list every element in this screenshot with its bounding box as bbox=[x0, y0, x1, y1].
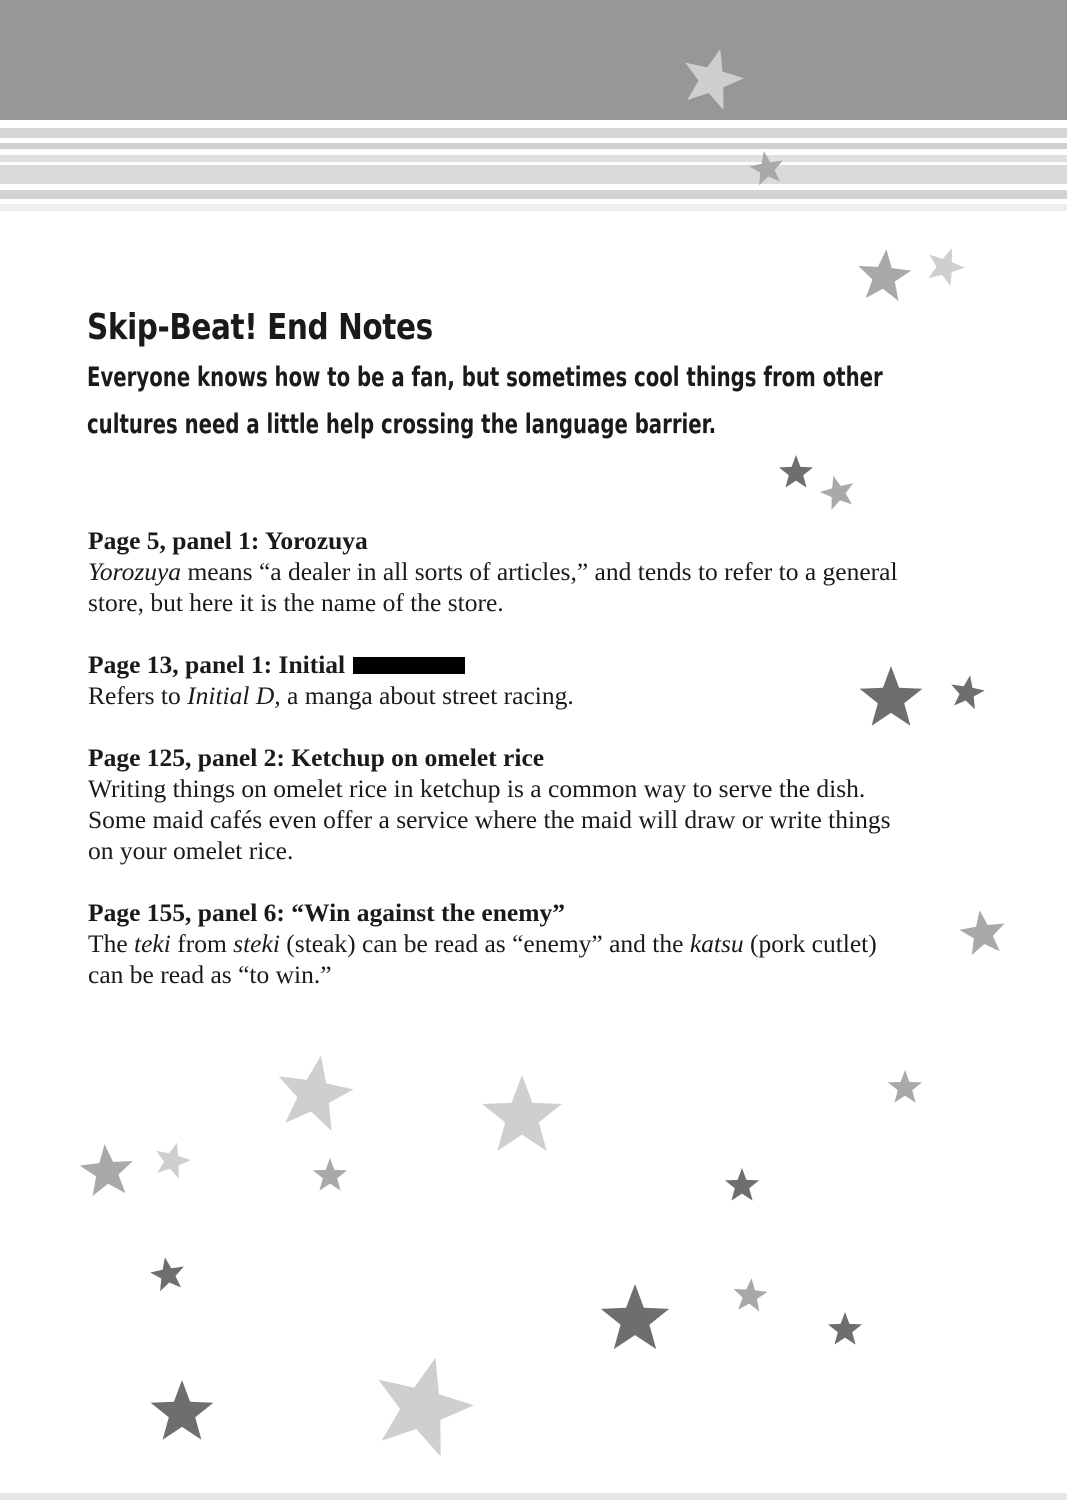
note-text: a manga about street racing. bbox=[280, 681, 574, 710]
star-icon bbox=[149, 1380, 215, 1446]
header-stripe bbox=[0, 204, 1067, 211]
note-text: teki bbox=[134, 929, 171, 958]
star-icon bbox=[730, 1276, 769, 1315]
note-text: Yorozuya bbox=[88, 557, 182, 586]
page-title: Skip-Beat! End Notes bbox=[87, 307, 433, 348]
end-notes-list bbox=[88, 525, 918, 1021]
note-heading bbox=[88, 897, 918, 928]
header-stripe bbox=[0, 155, 1067, 162]
note-heading bbox=[88, 742, 918, 773]
end-note bbox=[88, 897, 918, 990]
note-heading bbox=[88, 649, 918, 680]
star-icon bbox=[919, 241, 970, 292]
star-icon bbox=[724, 1168, 760, 1204]
note-text: (pork cutlet) can be read as “to win.” bbox=[88, 929, 877, 989]
note-heading-text: Page 155, panel 6: “Win against the enemy” bbox=[88, 898, 565, 927]
note-body bbox=[88, 773, 918, 866]
note-body bbox=[88, 680, 918, 711]
star-icon bbox=[312, 1158, 348, 1194]
end-note bbox=[88, 649, 918, 711]
header-band bbox=[0, 0, 1067, 120]
note-text: steki bbox=[233, 929, 280, 958]
note-heading bbox=[88, 525, 918, 556]
note-text: The bbox=[88, 929, 135, 958]
note-text: (steak) can be read as “enemy” and the bbox=[279, 929, 690, 958]
star-icon bbox=[956, 907, 1010, 961]
note-text: Initial D, bbox=[187, 681, 281, 710]
end-note bbox=[88, 742, 918, 866]
star-icon bbox=[599, 1284, 671, 1356]
header-stripe bbox=[0, 128, 1067, 138]
end-note bbox=[88, 525, 918, 618]
subtitle-line: cultures need a little help crossing the language barrier. bbox=[87, 409, 717, 440]
note-text: katsu bbox=[689, 929, 744, 958]
star-icon bbox=[827, 1312, 863, 1348]
star-icon bbox=[778, 455, 814, 491]
star-icon bbox=[946, 672, 988, 714]
note-body bbox=[88, 928, 918, 990]
note-text: Writing things on omelet rice in ketchup is a common way to serve the dish. Some maid cafés even offer a service where the maid will draw or write things on your omelet rice. bbox=[88, 774, 891, 865]
title-block bbox=[87, 302, 987, 448]
header-stripe bbox=[0, 165, 1067, 184]
star-icon bbox=[268, 1049, 361, 1142]
star-icon bbox=[480, 1075, 564, 1159]
note-heading-text: Page 125, panel 2: Ketchup on omelet rice bbox=[88, 743, 545, 772]
star-icon bbox=[147, 1254, 189, 1296]
star-icon bbox=[854, 247, 915, 308]
note-text: Refers to bbox=[88, 681, 188, 710]
bottom-rule bbox=[0, 1493, 1067, 1500]
redaction-bar bbox=[353, 657, 465, 674]
star-icon bbox=[816, 471, 860, 515]
header-stripe bbox=[0, 143, 1067, 149]
star-icon bbox=[149, 1138, 196, 1185]
note-text: from bbox=[170, 929, 234, 958]
note-heading-text: Page 13, panel 1: Initial bbox=[88, 650, 346, 679]
subtitle-line: Everyone knows how to be a fan, but sometimes cool things from other bbox=[87, 362, 883, 393]
star-icon bbox=[77, 1142, 138, 1203]
note-body bbox=[88, 556, 918, 618]
header-stripe bbox=[0, 190, 1067, 199]
note-heading-text: Page 5, panel 1: Yorozuya bbox=[88, 526, 368, 555]
note-text: means “a dealer in all sorts of articles,” and tends to refer to a general store, but here it is the name of the store. bbox=[88, 557, 898, 617]
star-icon bbox=[746, 148, 788, 190]
star-icon bbox=[887, 1070, 923, 1106]
star-icon bbox=[358, 1344, 485, 1471]
